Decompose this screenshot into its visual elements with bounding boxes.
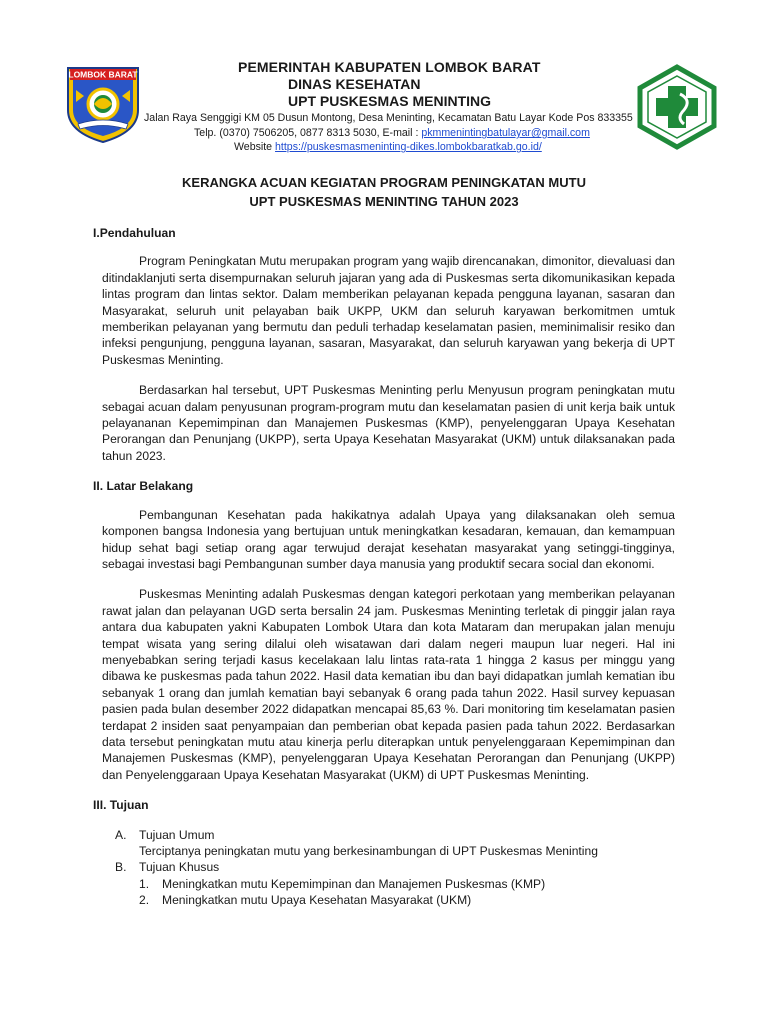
objectives-list <box>115 827 675 909</box>
section-heading-tujuan: III. Tujuan <box>93 798 149 813</box>
paragraph: Puskesmas Meninting adalah Puskesmas dengan kategori perkotaan yang memberikan pelayanan rawat jalan dan pelayanan UGD serta bersalin 24 jam. Puskesmas Meninting terletak di pinggir jalan raya antara dua kabupaten yakni Kabupaten Lombok Utara dan kota Mataram dan merupakan jalan menuju tempat wisata yang sering dilalui oleh wisatawan dari dalam negeri maupun luar negeri. Hal ini menyebabkan sering terjadi kasus kecelakaan lalu lintas rata-rata 1 hingga 2 kasus per minggu yang dibawa ke puskesmas pada tahun 2022. Hasil data kematian ibu dan bayi didapatkan jumlah kematian ibu sebanyak 1 orang dan jumlah kematian bayi sebanyak 6 orang pada tahun 2022. Hasil survey kepuasan pasien pada bulan desember 2022 didapatkan mencapai 85,63 %. Dari monitoring tim keselamatan pasien terdapat 2 insiden saat penyampaian dan pemberian obat kepada pasien pada tahun 2022. Berdasarkan data tersebut peningkatan mutu atau kinerja perlu diterapkan untuk penyelenggaraan Kepemimpinan dan Manajemen Puskesmas (KMP), penyelenggaran Upaya Kesehatan Perorangan dan Penunjang (UKPP) dan Penyelenggaraan Upaya Kesehatan Masyarakat (UKM) di UPT Puskesmas Meninting. <box>102 587 675 782</box>
letterhead-government: PEMERINTAH KABUPATEN LOMBOK BARAT <box>238 59 541 75</box>
section-heading-pendahuluan: I.Pendahuluan <box>93 226 176 240</box>
list-item <box>115 827 675 843</box>
paragraph: Program Peningkatan Mutu merupakan program yang wajib direncanakan, dimonitor, dievaluasi dan ditindaklanjuti serta disempurnakan seluruh jajaran yang ada di Puskesmas serta dikomunikasikan kepada lintas program dan lintas sektor. Dalam memberikan pelayanan kepada pengguna layanan, sasaran dan Masyarakat, seluruh unit pelayaban baik UKPP, UKM dan seluruh karyawan berkomitmen umtuk memberikan pelayanan yang bermutu dan peduli terhadap keselamatan pasien, meminimalisir resiko dan infeksi pengunjung, pengguna layanan, sasaran, Masyarakat, dan seluruh karyawan yang bekerja di UPT Puskesmas Meninting. <box>102 254 675 367</box>
email-link[interactable]: pkmmenintingbatulayar@gmail.com <box>421 127 590 139</box>
emblem-text: LOMBOK BARAT <box>68 69 138 80</box>
letterhead-department: DINAS KESEHATAN <box>288 76 421 92</box>
number-marker: 2. <box>139 893 150 908</box>
document-body <box>93 225 675 909</box>
numbered-list <box>139 876 675 909</box>
list-item-label: Tujuan Khusus <box>139 860 220 875</box>
puskesmas-cross-logo-icon <box>636 64 718 150</box>
document-title <box>0 173 768 211</box>
letterhead-institution: UPT PUSKESMAS MENINTING <box>288 93 492 109</box>
letterhead-website-line <box>234 140 634 154</box>
title-line-2: UPT PUSKESMAS MENINTING TAHUN 2023 <box>249 194 519 209</box>
numbered-item <box>139 876 675 892</box>
letterhead-phone: Telp. (0370) 7506205, 0877 8313 5030, E-mail : <box>194 127 422 139</box>
list-marker: A. <box>115 827 127 842</box>
list-marker: B. <box>115 860 127 875</box>
letterhead <box>144 59 634 154</box>
list-item <box>115 859 675 875</box>
title-line-1: KERANGKA ACUAN KEGIATAN PROGRAM PENINGKATAN MUTU <box>182 175 586 190</box>
website-link[interactable]: https://puskesmasmeninting-dikes.lombokbaratkab.go.id/ <box>275 141 542 153</box>
numbered-item <box>139 892 675 908</box>
numbered-item-text: Meningkatkan mutu Upaya Kesehatan Masyarakat (UKM) <box>162 893 472 908</box>
list-item-text: Terciptanya peningkatan mutu yang berkesinambungan di UPT Puskesmas Meninting <box>139 844 598 858</box>
paragraph: Berdasarkan hal tersebut, UPT Puskesmas Meninting perlu Menyusun program peningkatan mutu sebagai acuan dalam penyusunan program-program mutu dan keselamatan pasien di unit kerja baik untuk pelayananan Kepemimpinan dan Manajemen Puskesmas (KMP), penyelenggaran Upaya Kesehatan Perorangan dan Penunjang (UKPP), serta Upaya Kesehatan Masyarakat (UKM) untuk dilaksanakan pada tahun 2023. <box>102 383 675 463</box>
letterhead-address: Jalan Raya Senggigi KM 05 Dusun Montong, Desa Meninting, Kecamatan Batu Layar Kode Pos 833355 <box>144 112 633 124</box>
list-item-label: Tujuan Umum <box>139 827 215 842</box>
section-heading-latar-belakang: II. Latar Belakang <box>93 479 194 494</box>
lombok-barat-emblem-icon <box>64 66 142 144</box>
number-marker: 1. <box>139 876 150 891</box>
letterhead-contact <box>194 126 634 140</box>
paragraph: Pembangunan Kesehatan pada hakikatnya adalah Upaya yang dilaksanakan oleh semua komponen bangsa Indonesia yang bertujuan untuk meningkatkan kesadaran, kemauan, dan kemampuan hidup sehat bagi setiap orang agar terwujud derajat kesehatan masyarakat yang setinggi-tingginya, sebagai investasi bagi Pembangunan sumber daya manusia yang produktif secara social dan ekonomi. <box>102 507 675 571</box>
numbered-item-text: Meningkatkan mutu Kepemimpinan dan Manajemen Puskesmas (KMP) <box>162 876 546 891</box>
website-label: Website <box>234 141 276 153</box>
